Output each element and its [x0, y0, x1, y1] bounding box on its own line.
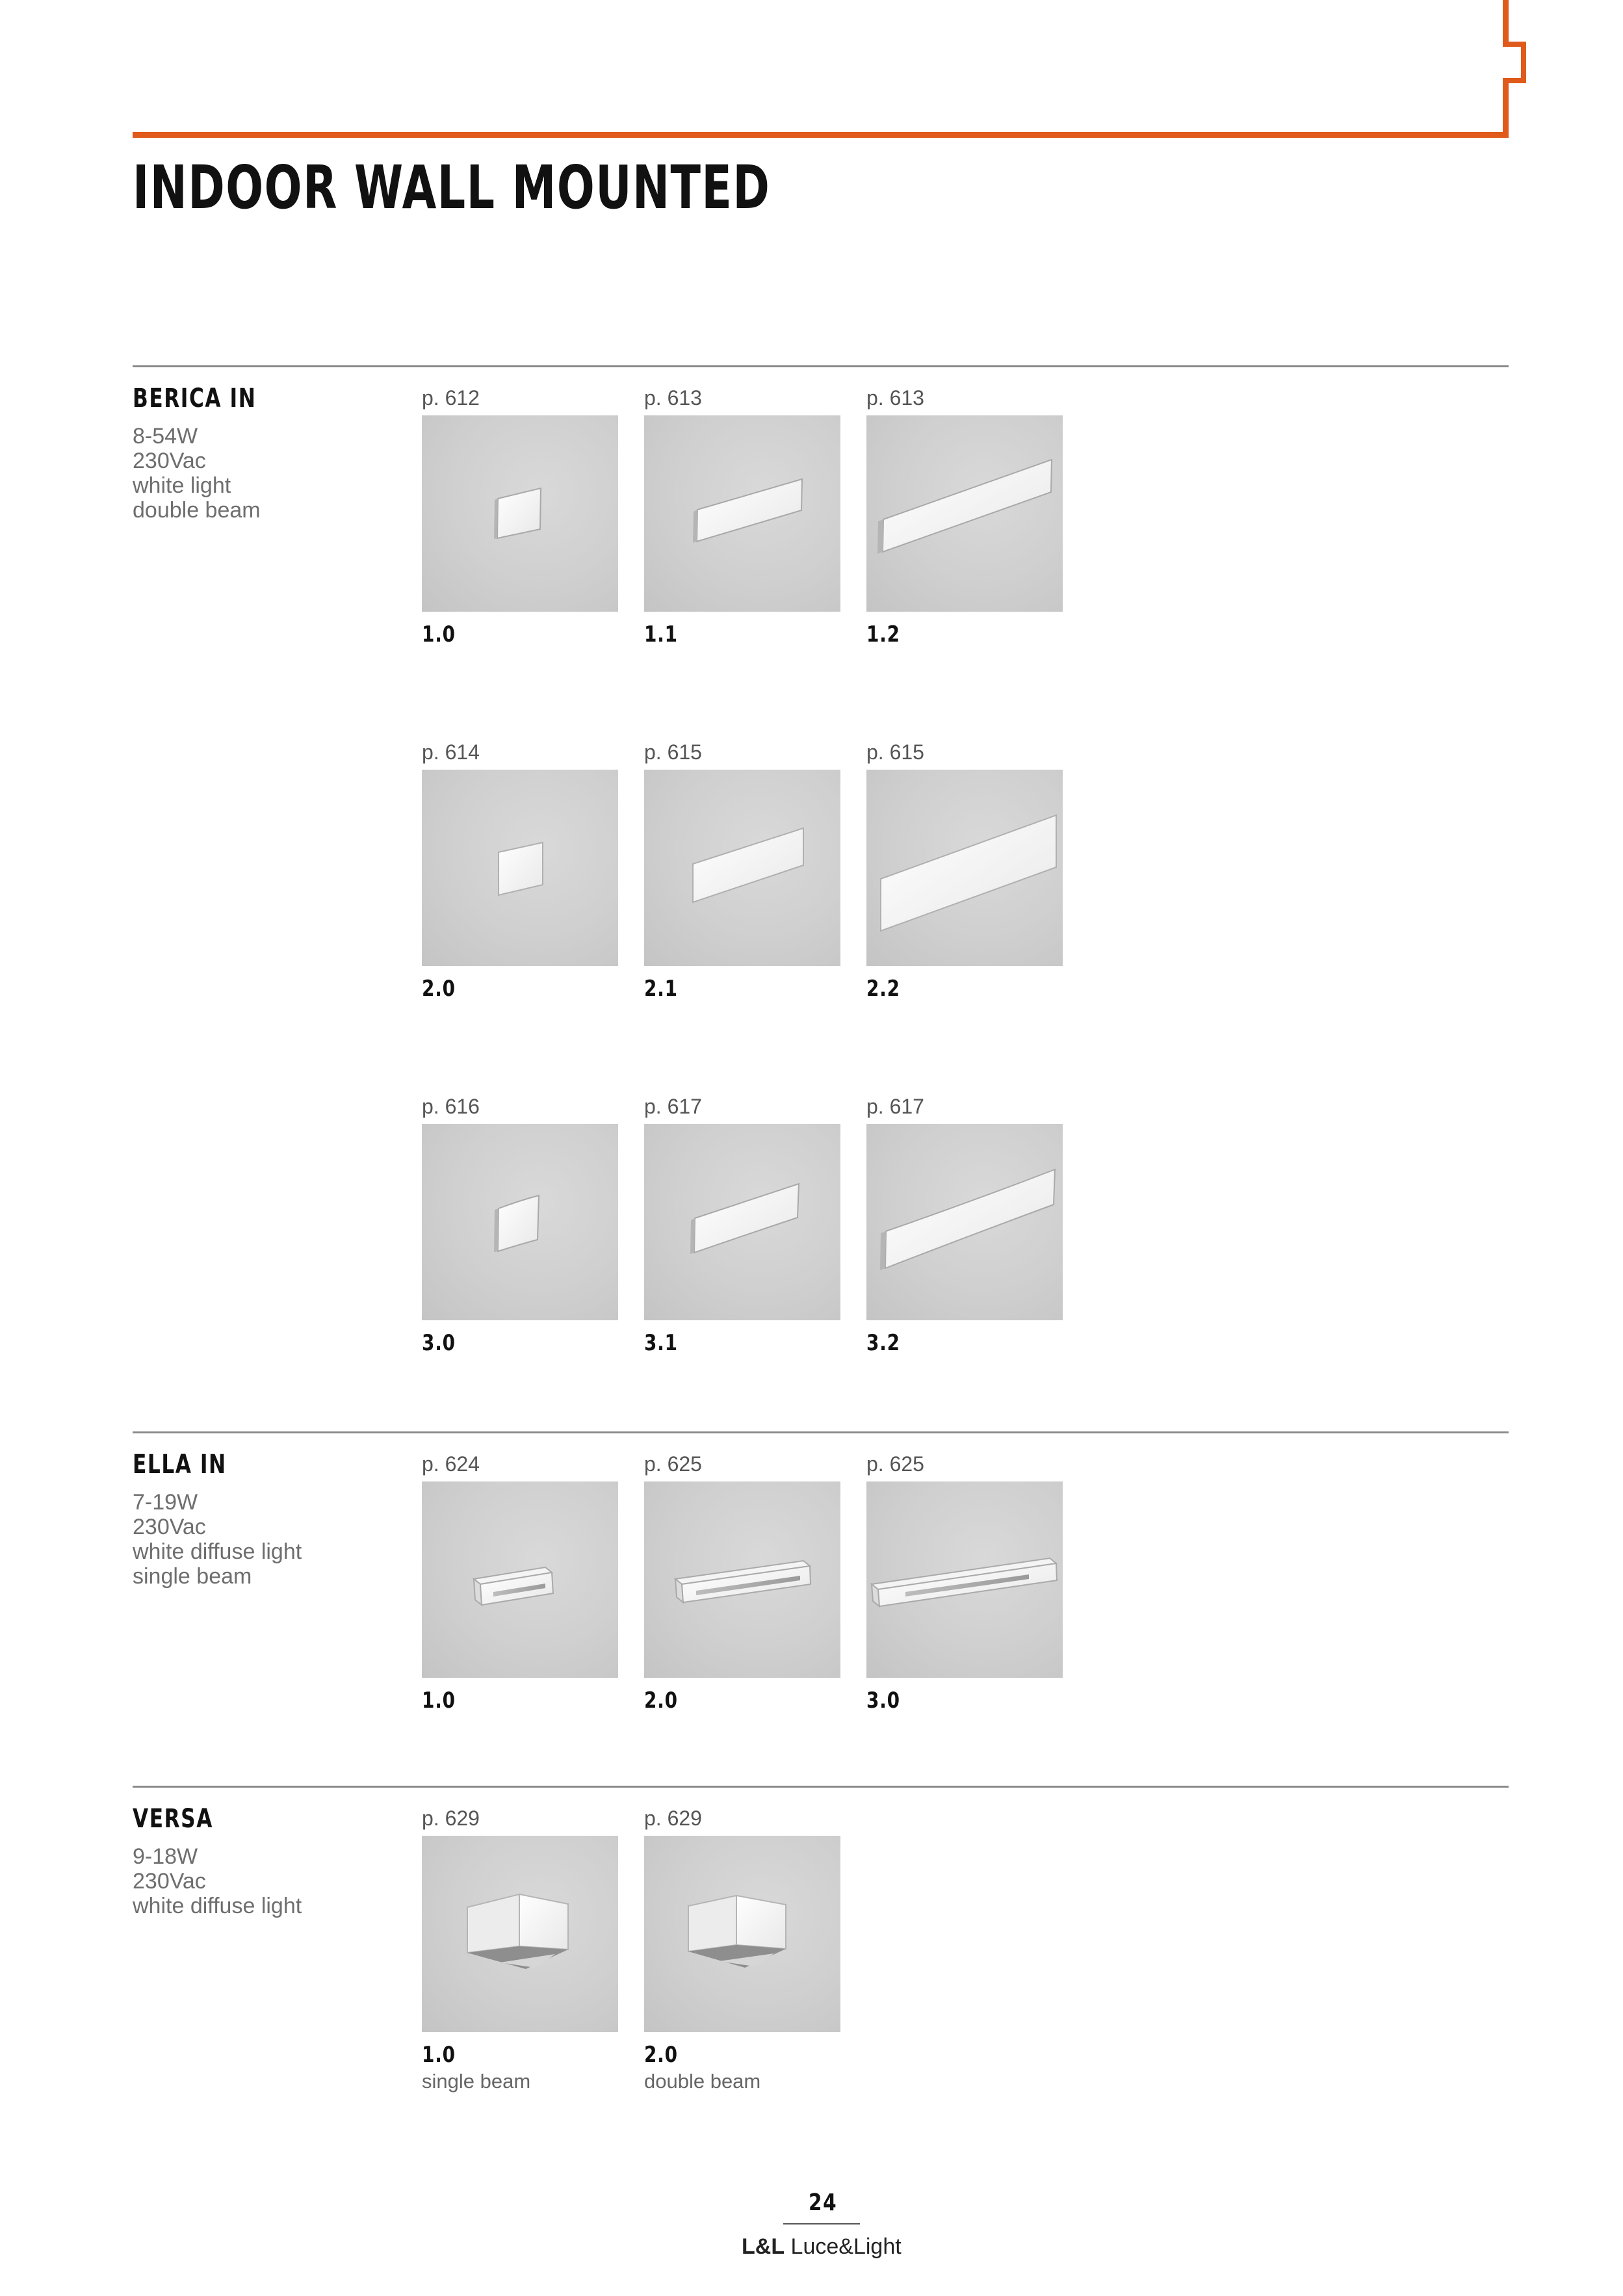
spec-item: white light — [133, 473, 231, 498]
spec-item: single beam — [133, 1564, 252, 1589]
brand-bold: L&L — [742, 2234, 785, 2259]
spec-item: white diffuse light — [133, 1539, 302, 1564]
spec-item: 8-54W — [133, 424, 198, 449]
product-code: 2.1 — [644, 976, 678, 1002]
section-name: VERSA — [133, 1804, 213, 1834]
product-code: 2.2 — [866, 976, 900, 1002]
section-specs — [133, 1490, 302, 1589]
ella-medium-light-image — [644, 1481, 840, 1678]
page-reference: p. 615 — [644, 740, 702, 764]
product-code: 3.0 — [422, 1330, 456, 1356]
section-divider — [133, 1786, 1509, 1788]
product-code: 2.0 — [644, 1688, 678, 1714]
berica-small-curved-light-image — [422, 1124, 618, 1320]
page-number: 24 — [809, 2189, 838, 2216]
product-code: 3.2 — [866, 1330, 900, 1356]
spec-item: double beam — [133, 498, 261, 523]
product-code: 1.2 — [866, 621, 900, 647]
page-reference: p. 613 — [644, 386, 702, 410]
page-reference: p. 624 — [422, 1452, 480, 1476]
page-reference: p. 625 — [644, 1452, 702, 1476]
versa-double-beam-light-image — [644, 1836, 840, 2032]
product-code: 2.0 — [422, 976, 456, 1002]
product-code: 2.0 — [644, 2042, 678, 2068]
page-reference: p. 615 — [866, 740, 924, 764]
berica-large-curved-light-image — [866, 1124, 1063, 1320]
page-title: INDOOR WALL MOUNTED — [133, 153, 771, 222]
page-reference: p. 613 — [866, 386, 924, 410]
berica-large-light-image — [866, 415, 1063, 612]
section-specs — [133, 424, 261, 523]
page-reference: p. 629 — [644, 1807, 702, 1830]
brand-name: Luce&Light — [790, 2234, 902, 2259]
spec-item: 7-19W — [133, 1490, 198, 1515]
page-reference: p. 617 — [644, 1095, 702, 1118]
header-accent-line — [133, 132, 1509, 138]
berica-large-flat-light-image — [866, 770, 1063, 966]
berica-medium-flat-light-image — [644, 770, 840, 966]
versa-single-beam-light-image — [422, 1836, 618, 2032]
product-note: single beam — [422, 2070, 531, 2093]
frame-tab-marker — [1503, 42, 1526, 83]
section-divider — [133, 365, 1509, 367]
product-code: 1.0 — [422, 621, 456, 647]
berica-small-light-image — [422, 415, 618, 612]
footer-divider — [783, 2223, 860, 2224]
section-specs — [133, 1844, 302, 1918]
section-name: BERICA IN — [133, 384, 257, 413]
page-reference: p. 612 — [422, 386, 480, 410]
product-code: 3.0 — [866, 1688, 900, 1714]
page-reference: p. 625 — [866, 1452, 924, 1476]
spec-item: 230Vac — [133, 1869, 206, 1894]
spec-item: 230Vac — [133, 1515, 206, 1539]
berica-medium-light-image — [644, 415, 840, 612]
page-reference: p. 616 — [422, 1095, 480, 1118]
product-code: 1.0 — [422, 2042, 456, 2068]
product-code: 1.0 — [422, 1688, 456, 1714]
page-reference: p. 629 — [422, 1807, 480, 1830]
product-code: 1.1 — [644, 621, 678, 647]
spec-item: white diffuse light — [133, 1894, 302, 1918]
ella-large-light-image — [866, 1481, 1063, 1678]
brand-logo-text — [742, 2234, 902, 2260]
product-note: double beam — [644, 2070, 761, 2093]
ella-small-light-image — [422, 1481, 618, 1678]
page-reference: p. 617 — [866, 1095, 924, 1118]
spec-item: 230Vac — [133, 449, 206, 473]
berica-small-flat-light-image — [422, 770, 618, 966]
section-name: ELLA IN — [133, 1450, 227, 1480]
product-code: 3.1 — [644, 1330, 678, 1356]
page-reference: p. 614 — [422, 740, 480, 764]
section-divider — [133, 1431, 1509, 1433]
berica-medium-curved-light-image — [644, 1124, 840, 1320]
spec-item: 9-18W — [133, 1844, 198, 1869]
